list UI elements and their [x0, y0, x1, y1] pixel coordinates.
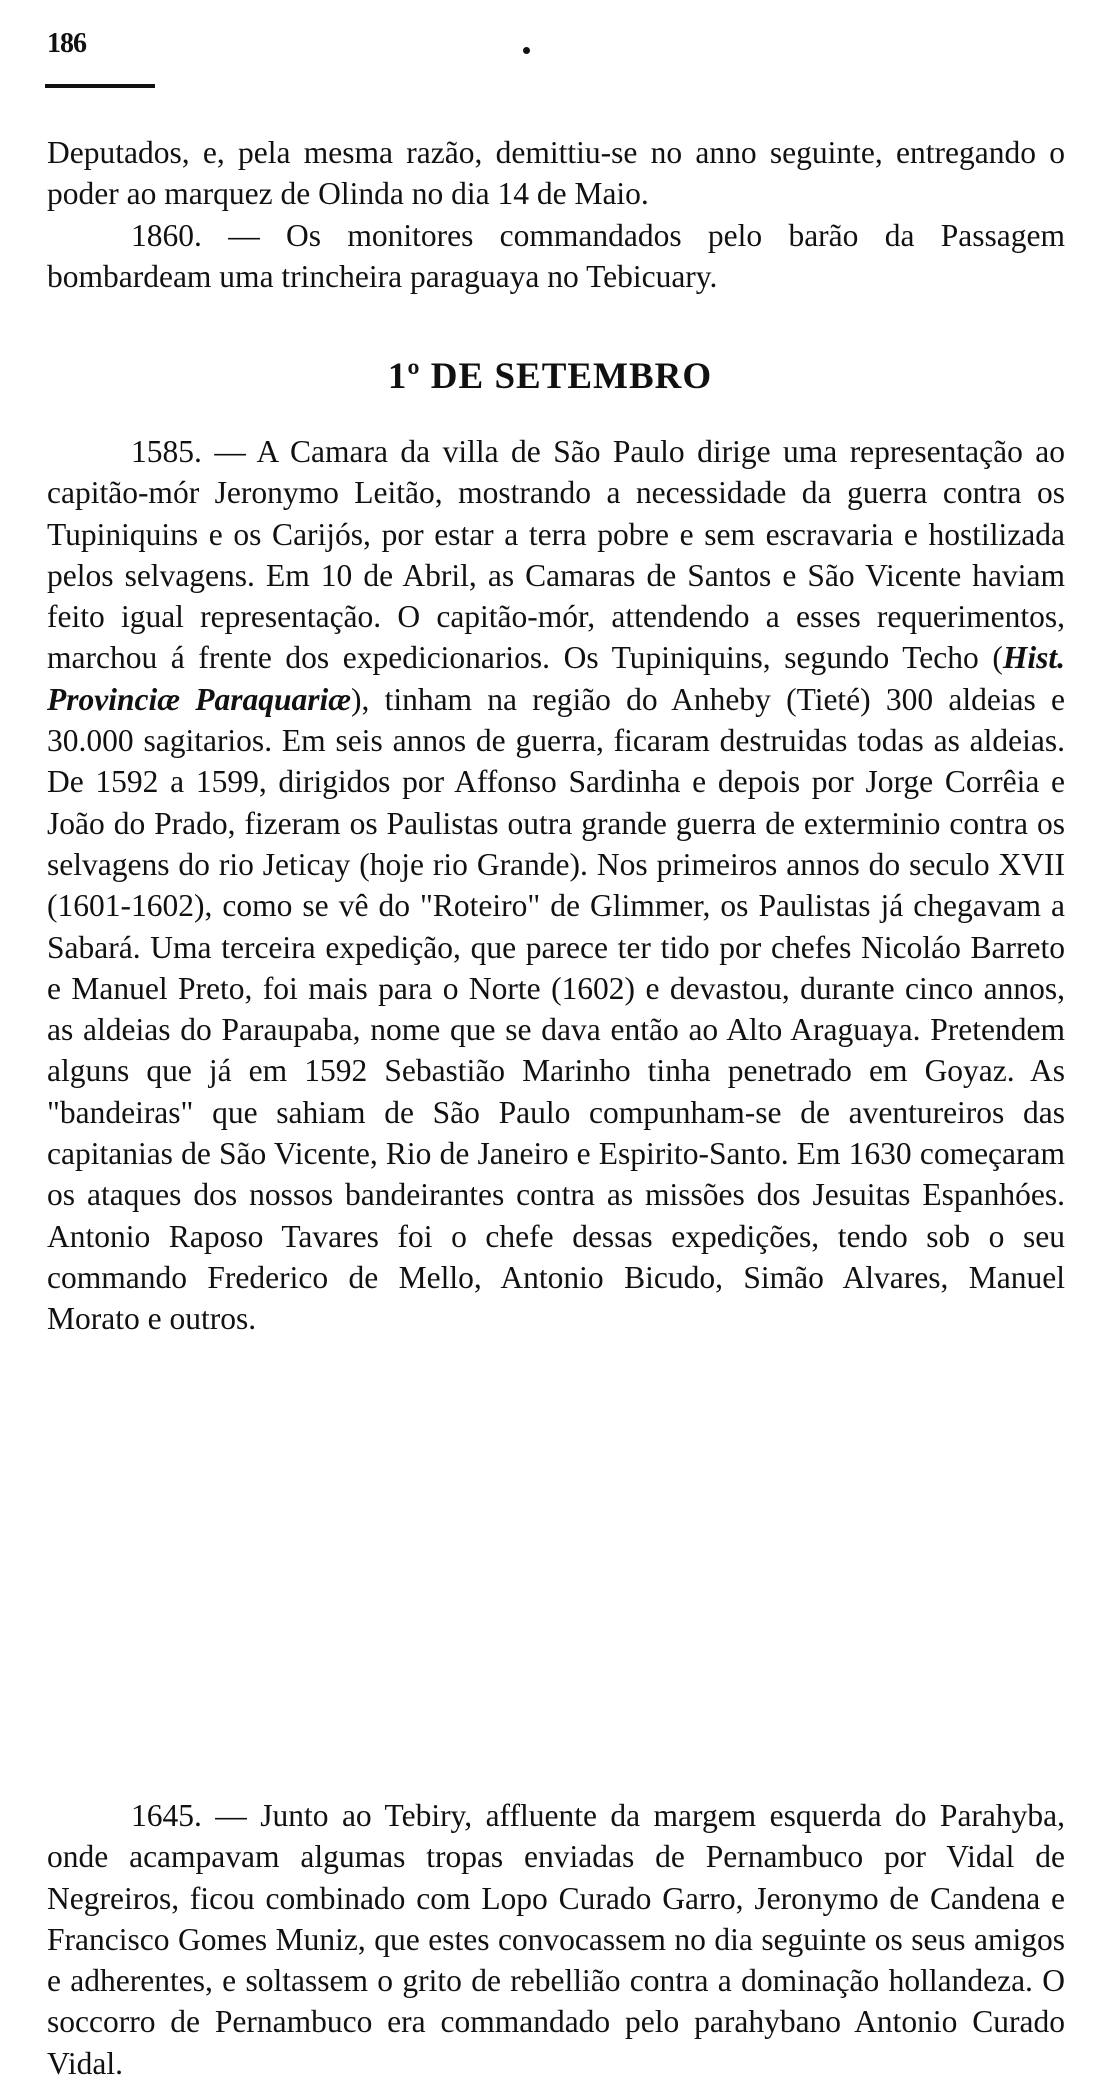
entry-1860-dash: — — [201, 218, 287, 253]
entry-1645-paragraph — [47, 1795, 1065, 2084]
entry-1585-cited-title: Hist. Provinciæ Paraquariæ — [47, 640, 1065, 717]
entry-1860-text: Os monitores commandados pelo barão da Passagem bombardeam uma trincheira paraguaya no Tebicuary. — [47, 218, 1065, 295]
continuation-paragraph — [47, 132, 1065, 215]
header-rule — [45, 84, 155, 88]
entry-1585-dash: — — [201, 434, 257, 469]
entry-1585-paragraph — [47, 431, 1065, 1340]
entry-1645-dash: — — [201, 1798, 261, 1833]
entry-1645-year: 1645. — [131, 1798, 202, 1833]
entry-1860-year: 1860. — [131, 218, 202, 253]
entry-1860-paragraph — [47, 215, 1065, 298]
continuation-text: Deputados, e, pela mesma razão, demittiu-se no anno seguinte, entregando o poder ao marquez de Olinda no dia 14 de Maio. — [47, 135, 1065, 212]
entry-1585-year: 1585. — [131, 434, 202, 469]
header-ornament-dot — [523, 47, 530, 54]
entry-1585-text-after-title: ), tinham na região do Anheby (Tieté) 300 aldeias e 30.000 sagitarios. Em seis annos de guerra, ficaram destruidas todas as aldeias. De 1592 a 1599, dirigidos por Affonso Sardinha e depois por Jorge Corrêia e João do Prado, fizeram os Paulistas outra grande guerra de exterminio contra os selvagens do rio Jeticay (hoje rio Grande). Nos primeiros annos do seculo XVII (1601-1602), como se vê do "Roteiro" de Glimmer, os Paulistas já chegavam a Sabará. Uma terceira expedição, que parece ter tido por chefes Nicoláo Barreto e Manuel Preto, foi mais para o Norte (1602) e devastou, durante cinco annos, as aldeias do Paraupaba, nome que se dava então ao Alto Araguaya. Pretendem alguns que já em 1592 Sebastião Marinho tinha penetrado em Goyaz. As "bandeiras" que sahiam de São Paulo compunham-se de aventureiros das capitanias de São Vicente, Rio de Janeiro e Espirito-Santo. Em 1630 começaram os ataques dos nossos bandeirantes contra as missões dos Jesuitas Espanhóes. Antonio Raposo Tavares foi o chefe dessas expedições, tendo sob o seu commando Frederico de Mello, Antonio Bicudo, Simão Alvares, Manuel Morato e outros. — [47, 681, 1065, 1337]
page-number: 186 — [47, 28, 86, 59]
section-heading-date: 1º DE SETEMBRO — [387, 356, 713, 397]
entry-1645-text: Junto ao Tebiry, affluente da margem esquerda do Parahyba, onde acampavam algumas tropas enviadas de Pernambuco por Vidal de Negreiros, ficou combinado com Lopo Curado Garro, Jeronymo de Candena e Francisco Gomes Muniz, que estes convocassem no dia seguinte os seus amigos e adherentes, e soltassem o grito de rebellião contra a dominação hollandeza. O soccorro de Pernambuco era commandado pelo parahybano Antonio Curado Vidal. — [47, 1798, 1065, 2081]
entry-1585-text-before-title: A Camara da villa de São Paulo dirige uma representação ao capitão-mór Jeronymo Leitão, mostrando a necessidade da guerra contra os Tupiniquins e os Carijós, por estar a terra pobre e sem escravaria e hostilizada pelos selvagens. Em 10 de Abril, as Camaras de Santos e São Vicente haviam feito igual representação. O capitão-mór, attendendo a esses requerimentos, marchou á frente dos expedicionarios. Os Tupiniquins, segundo Techo ( — [47, 434, 1065, 676]
